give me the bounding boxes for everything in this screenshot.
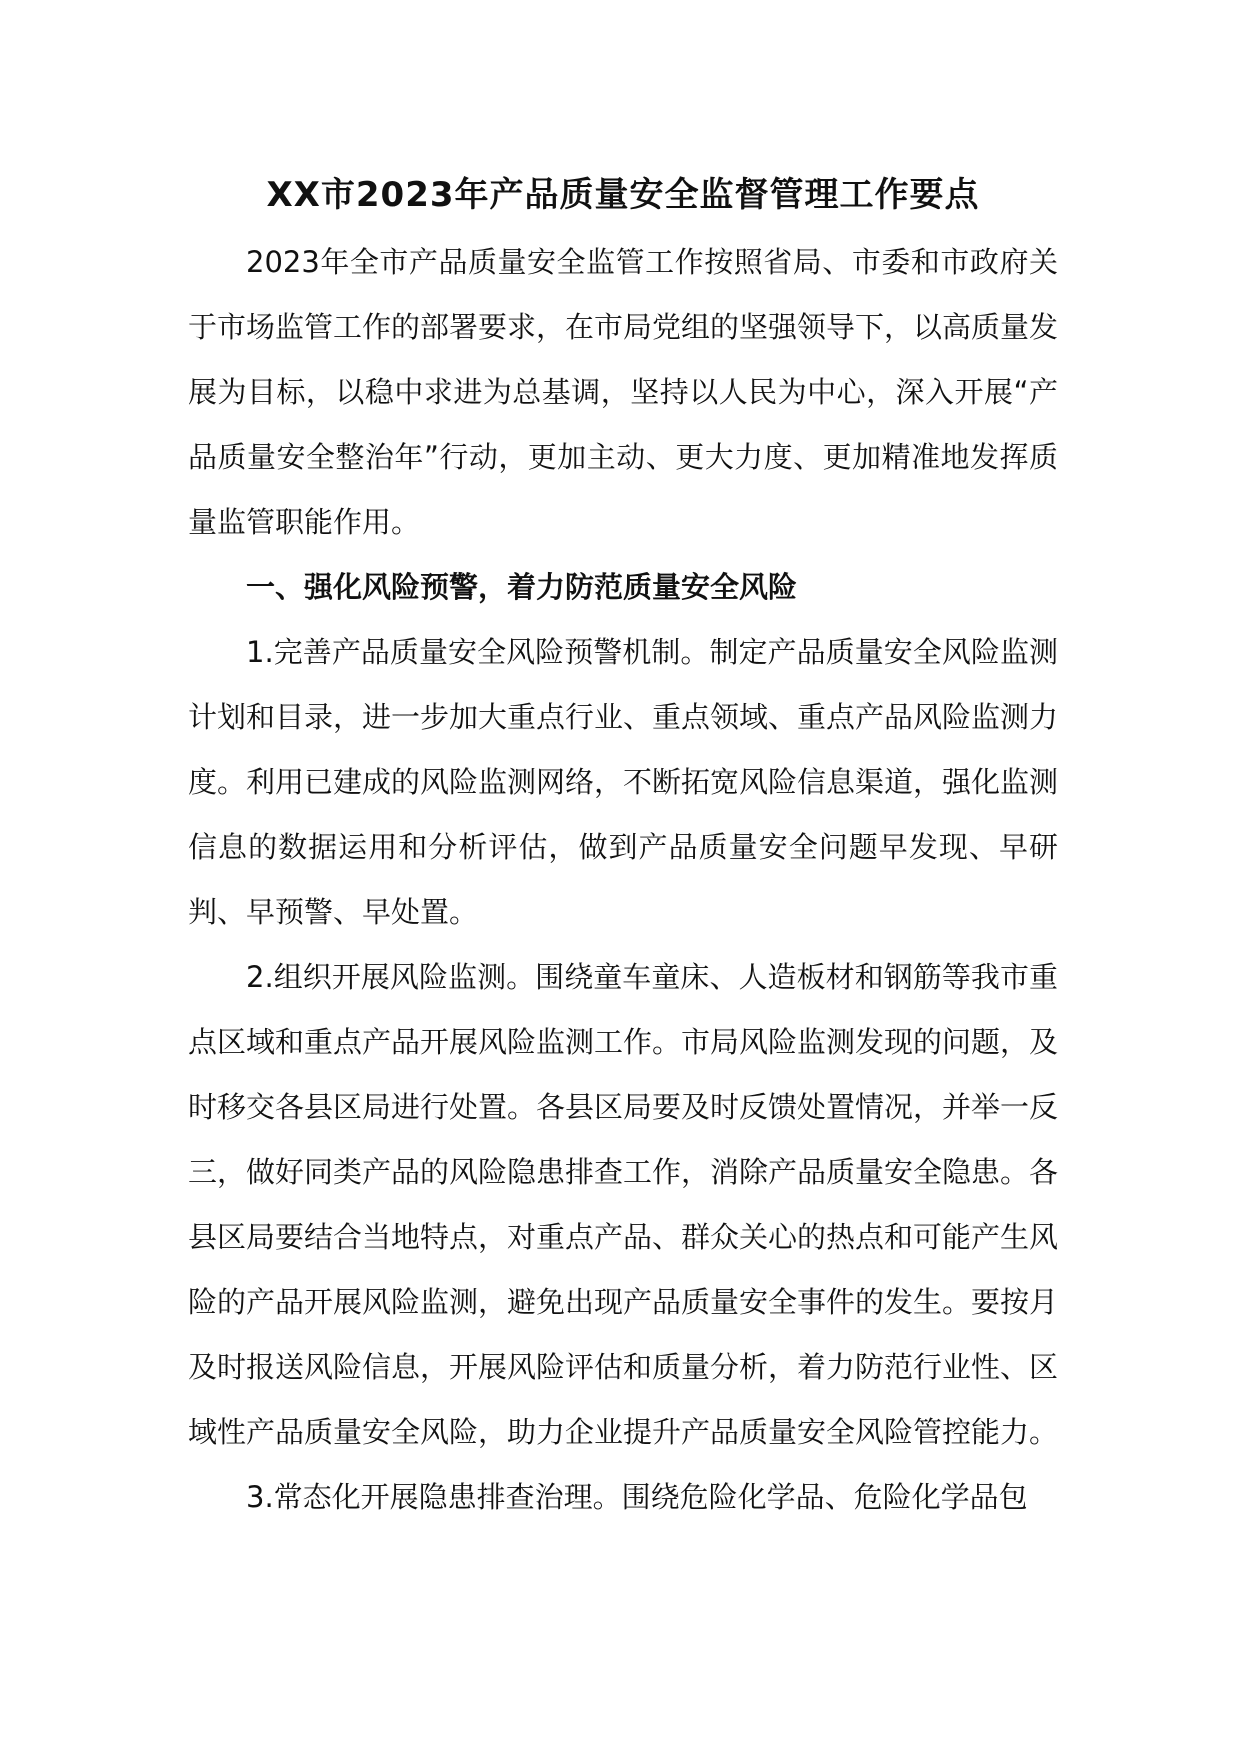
item-1-paragraph: 1.完善产品质量安全风险预警机制。制定产品质量安全风险监测计划和目录，进一步加大重点行业、重点领域、重点产品风险监测力度。利用已建成的风险监测网络，不断拓宽风险信息渠道，强化监测信息的数据运用和分析评估，做到产品质量安全问题早发现、早研判、早预警、早处置。 [188,635,1059,929]
document-title: XX市2023年产品质量安全监督管理工作要点 [266,175,980,215]
item-2-paragraph: 2.组织开展风险监测。围绕童车童床、人造板材和钢筋等我市重点区域和重点产品开展风险监测工作。市局风险监测发现的问题，及时移交各县区局进行处置。各县区局要及时反馈处置情况，并举一反三，做好同类产品的风险隐患排查工作，消除产品质量安全隐患。各县区局要结合当地特点，对重点产品、群众关心的热点和可能产生风险的产品开展风险监测，避免出现产品质量安全事件的发生。要按月及时报送风险信息，开展风险评估和质量分析，着力防范行业性、区域性产品质量安全风险，助力企业提升产品质量安全风险管控能力。 [188,960,1059,1449]
section-1-heading: 一、强化风险预警，着力防范质量安全风险 [246,570,798,604]
intro-paragraph: 2023年全市产品质量安全监管工作按照省局、市委和市政府关于市场监管工作的部署要求，在市局党组的坚强领导下，以高质量发展为目标，以稳中求进为总基调，坚持以人民为中心，深入开展“产品质量安全整治年”行动，更加主动、更大力度、更加精准地发挥质量监管职能作用。 [188,245,1059,539]
document-page [188,170,1058,1530]
item-3-paragraph: 3.常态化开展隐患排查治理。围绕危险化学品、危险化学品包 [246,1480,1028,1514]
